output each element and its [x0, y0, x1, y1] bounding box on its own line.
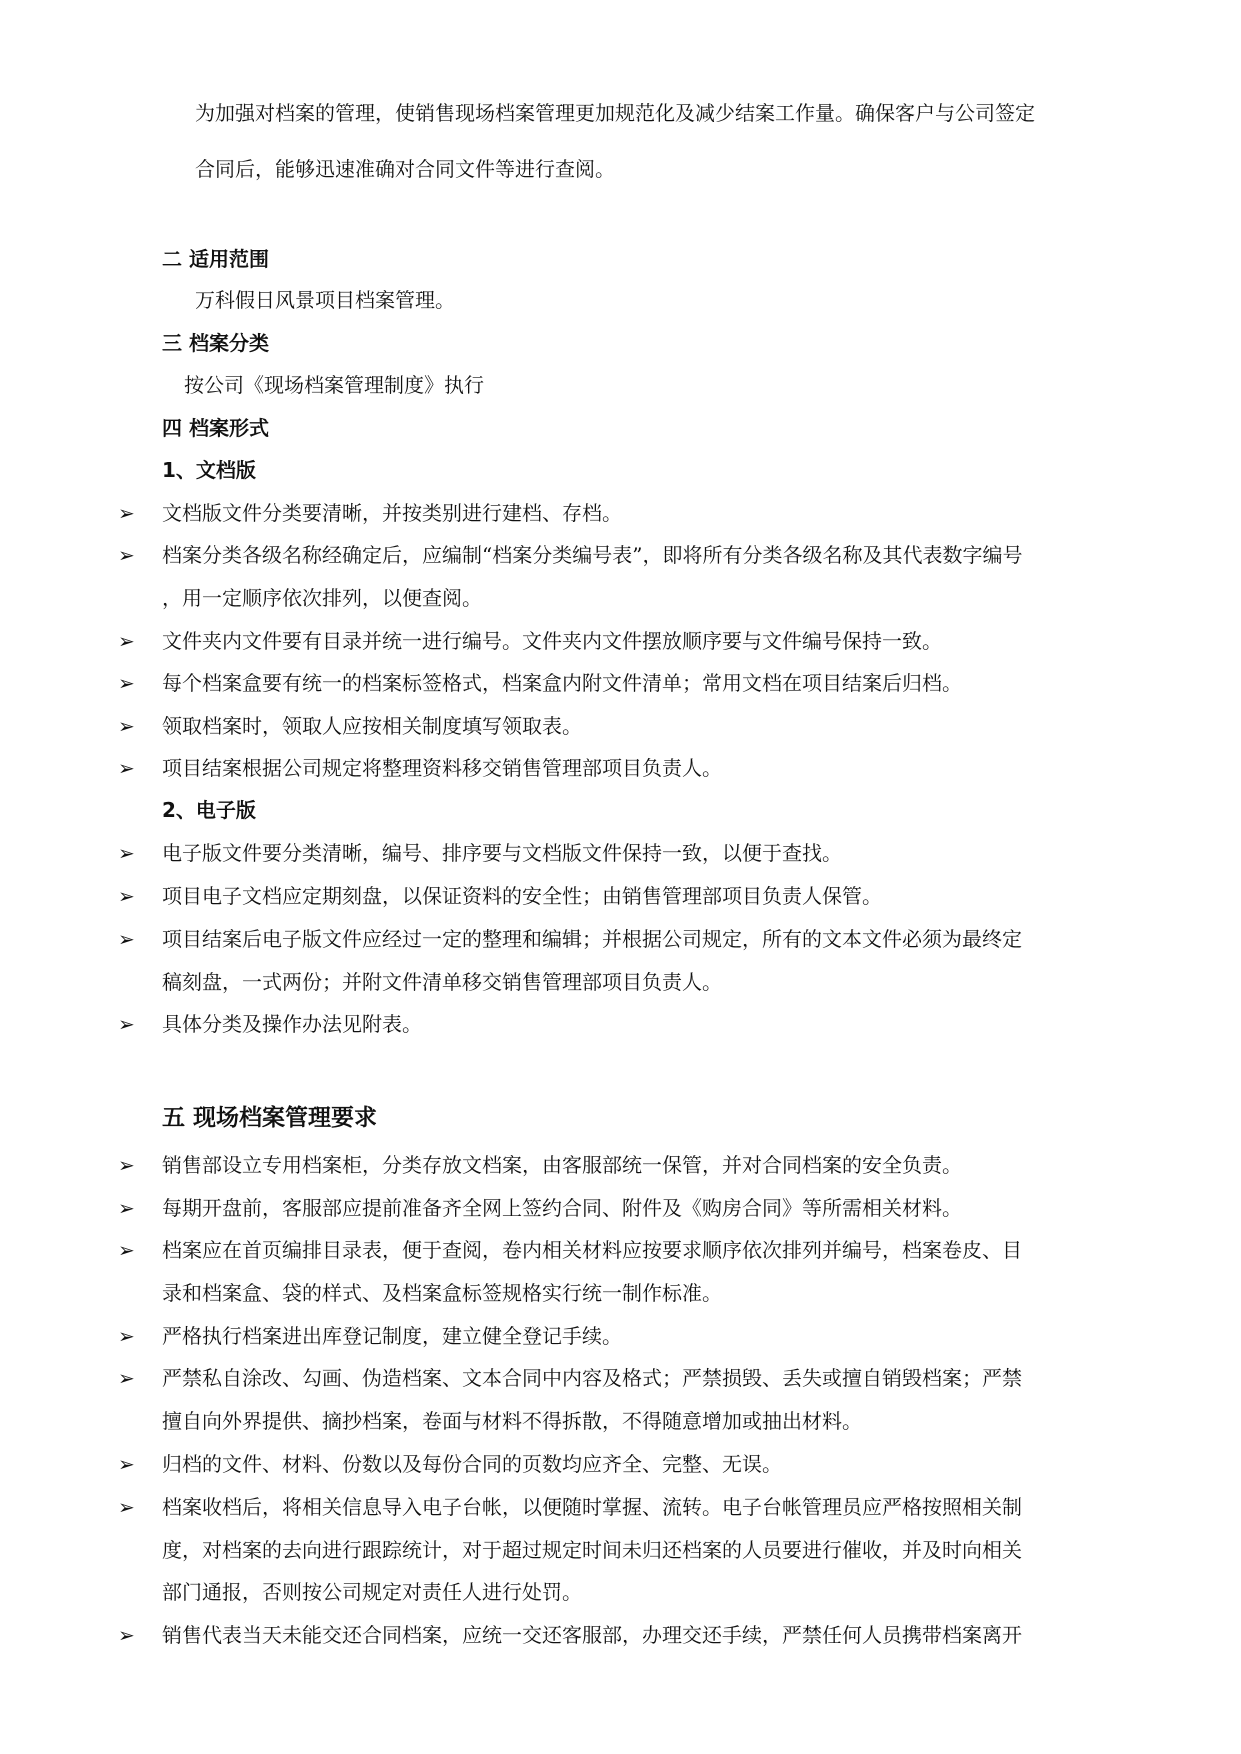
bullet-icon: ➢ — [118, 927, 135, 951]
section-5-heading: 五 现场档案管理要求 — [162, 1105, 378, 1131]
bullet-icon: ➢ — [118, 671, 135, 695]
bullet-icon: ➢ — [118, 629, 135, 653]
list-item: 领取档案时，领取人应按相关制度填写领取表。 — [162, 714, 582, 738]
list-item-continuation: 稿刻盘，一式两份；并附文件清单移交销售管理部项目负责人。 — [162, 970, 722, 994]
list-item: 项目结案后电子版文件应经过一定的整理和编辑；并根据公司规定，所有的文本文件必须为最终定 — [162, 927, 1022, 951]
bullet-icon: ➢ — [118, 1623, 135, 1647]
list-item: 严格执行档案进出库登记制度，建立健全登记手续。 — [162, 1324, 622, 1348]
bullet-icon: ➢ — [118, 501, 135, 525]
bullet-icon: ➢ — [118, 1366, 135, 1390]
bullet-icon: ➢ — [118, 1452, 135, 1476]
section-4-sub2-heading: 2、电子版 — [162, 798, 256, 822]
list-item: 文件夹内文件要有目录并统一进行编号。文件夹内文件摆放顺序要与文件编号保持一致。 — [162, 629, 942, 653]
list-item: 项目电子文档应定期刻盘，以保证资料的安全性；由销售管理部项目负责人保管。 — [162, 884, 882, 908]
intro-line-2: 合同后，能够迅速准确对合同文件等进行查阅。 — [195, 157, 615, 181]
list-item: 档案分类各级名称经确定后，应编制“档案分类编号表”，即将所有分类各级名称及其代表数字编号 — [162, 543, 1023, 567]
bullet-icon: ➢ — [118, 1238, 135, 1262]
section-3-text: 按公司《现场档案管理制度》执行 — [184, 373, 484, 397]
list-item: 每期开盘前，客服部应提前准备齐全网上签约合同、附件及《购房合同》等所需相关材料。 — [162, 1196, 962, 1220]
list-item: 档案收档后，将相关信息导入电子台帐，以便随时掌握、流转。电子台帐管理员应严格按照相关制 — [162, 1495, 1022, 1519]
bullet-icon: ➢ — [118, 1495, 135, 1519]
list-item-continuation: ，用一定顺序依次排列，以便查阅。 — [162, 586, 482, 610]
section-3-heading: 三 档案分类 — [162, 331, 269, 355]
bullet-icon: ➢ — [118, 714, 135, 738]
bullet-icon: ➢ — [118, 841, 135, 865]
bullet-icon: ➢ — [118, 756, 135, 780]
section-2-text: 万科假日风景项目档案管理。 — [195, 288, 455, 312]
list-item: 项目结案根据公司规定将整理资料移交销售管理部项目负责人。 — [162, 756, 722, 780]
list-item: 销售代表当天未能交还合同档案，应统一交还客服部，办理交还手续，严禁任何人员携带档案离开 — [162, 1623, 1022, 1647]
list-item: 归档的文件、材料、份数以及每份合同的页数均应齐全、完整、无误。 — [162, 1452, 782, 1476]
list-item: 销售部设立专用档案柜，分类存放文档案，由客服部统一保管，并对合同档案的安全负责。 — [162, 1153, 962, 1177]
bullet-icon: ➢ — [118, 543, 135, 567]
section-4-heading: 四 档案形式 — [162, 416, 269, 440]
bullet-icon: ➢ — [118, 1324, 135, 1348]
list-item-continuation: 录和档案盒、袋的样式、及档案盒标签规格实行统一制作标准。 — [162, 1281, 722, 1305]
list-item: 严禁私自涂改、勾画、伪造档案、文本合同中内容及格式；严禁损毁、丢失或擅自销毁档案；严禁 — [162, 1366, 1022, 1390]
list-item: 档案应在首页编排目录表，便于查阅，卷内相关材料应按要求顺序依次排列并编号，档案卷皮、目 — [162, 1238, 1022, 1262]
list-item: 文档版文件分类要清晰，并按类别进行建档、存档。 — [162, 501, 622, 525]
bullet-icon: ➢ — [118, 1012, 135, 1036]
intro-line-1: 为加强对档案的管理，使销售现场档案管理更加规范化及减少结案工作量。确保客户与公司签定 — [195, 101, 1035, 125]
bullet-icon: ➢ — [118, 1196, 135, 1220]
bullet-icon: ➢ — [118, 1153, 135, 1177]
list-item-continuation: 部门通报，否则按公司规定对责任人进行处罚。 — [162, 1580, 582, 1604]
list-item: 电子版文件要分类清晰，编号、排序要与文档版文件保持一致，以便于查找。 — [162, 841, 842, 865]
list-item: 具体分类及操作办法见附表。 — [162, 1012, 422, 1036]
section-2-heading: 二 适用范围 — [162, 247, 269, 271]
list-item-continuation: 擅自向外界提供、摘抄档案，卷面与材料不得拆散，不得随意增加或抽出材料。 — [162, 1409, 862, 1433]
list-item: 每个档案盒要有统一的档案标签格式，档案盒内附文件清单；常用文档在项目结案后归档。 — [162, 671, 962, 695]
list-item-continuation: 度，对档案的去向进行跟踪统计，对于超过规定时间未归还档案的人员要进行催收，并及时向相关 — [162, 1538, 1022, 1562]
bullet-icon: ➢ — [118, 884, 135, 908]
section-4-sub1-heading: 1、文档版 — [162, 458, 256, 482]
